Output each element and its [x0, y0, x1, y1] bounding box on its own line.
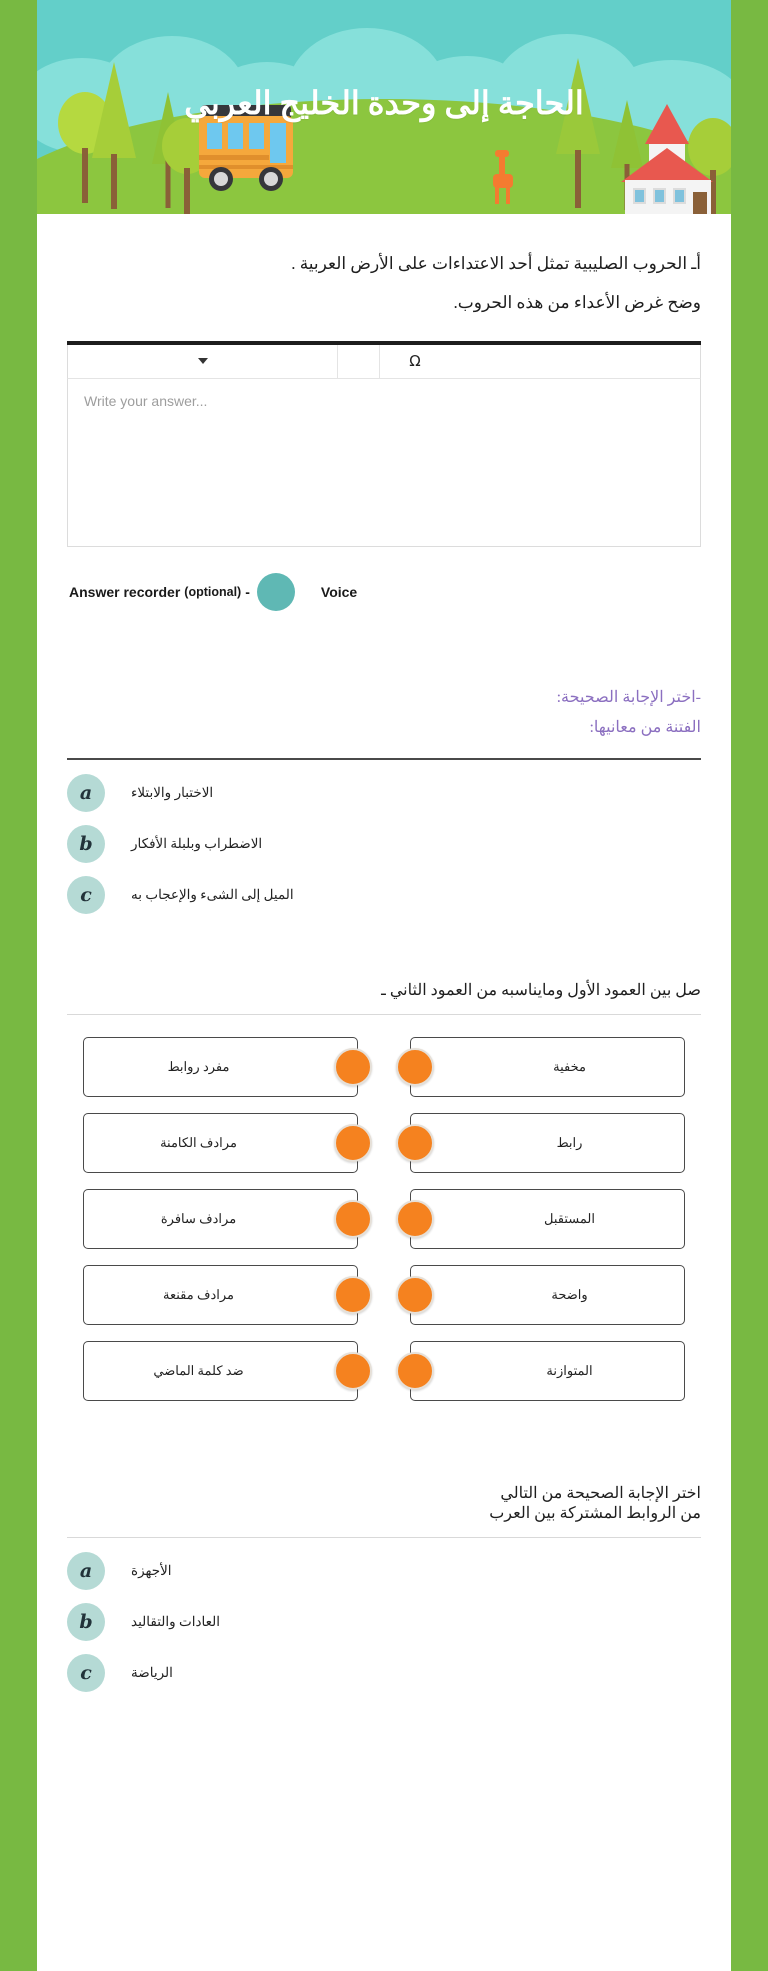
- choice-option[interactable]: [67, 1603, 701, 1641]
- choice-letter-bubble[interactable]: c: [67, 1654, 105, 1692]
- question-2-heading-line-1: -اختر الإجابة الصحيحة:: [556, 688, 701, 706]
- voice-record-button[interactable]: [257, 573, 295, 611]
- bus-window: [228, 123, 243, 149]
- recorder-optional-label: (optional): [184, 584, 242, 599]
- choice-option[interactable]: [67, 825, 701, 863]
- match-item[interactable]: [410, 1341, 685, 1401]
- tree-trunk: [111, 154, 117, 209]
- bus-door-window: [270, 123, 286, 163]
- match-connector-dot[interactable]: [334, 1048, 372, 1086]
- answer-editor: [67, 341, 701, 547]
- bus-window: [207, 123, 222, 149]
- match-item[interactable]: [410, 1113, 685, 1173]
- recorder-label: Answer recorder: [69, 583, 181, 600]
- match-box-label: مرادف مقنعة: [83, 1265, 358, 1325]
- house-window: [633, 188, 646, 204]
- match-connector-dot[interactable]: [396, 1276, 434, 1314]
- match-connector-dot[interactable]: [334, 1124, 372, 1162]
- house-door: [693, 192, 707, 214]
- choice-option[interactable]: [67, 1552, 701, 1590]
- question-2: [67, 683, 701, 914]
- choice-label: الاضطراب وبلبلة الأفكار: [131, 835, 263, 851]
- choice-option[interactable]: [67, 876, 701, 914]
- question-4-divider: [67, 1537, 701, 1538]
- match-item[interactable]: [83, 1341, 358, 1401]
- choice-label: الرياضة: [131, 1664, 173, 1680]
- editor-toolbar: [67, 345, 701, 379]
- banner-title: الحاجة إلى وحدة الخليج العربي: [184, 85, 584, 121]
- match-item[interactable]: [83, 1189, 358, 1249]
- match-item[interactable]: [83, 1265, 358, 1325]
- question-1-line-1: أـ الحروب الصليبية تمثل أحد الاعتداءات على الأرض العربية .: [291, 254, 701, 273]
- choice-letter-bubble[interactable]: c: [67, 876, 105, 914]
- match-connector-dot[interactable]: [334, 1352, 372, 1390]
- giraffe-head: [495, 150, 509, 157]
- matching-right-column: [410, 1037, 685, 1417]
- match-connector-dot[interactable]: [396, 1048, 434, 1086]
- toolbar-special-char-button[interactable]: Ω: [409, 352, 421, 371]
- question-2-heading: [67, 683, 701, 744]
- question-3-divider: [67, 1014, 701, 1015]
- match-item[interactable]: [410, 1265, 685, 1325]
- bus-wheel: [259, 167, 283, 191]
- match-item[interactable]: [83, 1037, 358, 1097]
- giraffe-leg: [495, 186, 499, 204]
- worksheet-content: [37, 214, 731, 1799]
- question-4-heading-line-2: من الروابط المشتركة بين العرب: [489, 1504, 701, 1522]
- bottom-spacer: [67, 1705, 701, 1759]
- question-2-divider: [67, 758, 701, 760]
- choice-letter-bubble[interactable]: a: [67, 774, 105, 812]
- choice-label: الميل إلى الشىء والإعجاب به: [131, 886, 294, 902]
- match-connector-dot[interactable]: [334, 1200, 372, 1238]
- house-window: [673, 188, 686, 204]
- toolbar-spacer-cell[interactable]: [338, 345, 380, 378]
- answer-textarea[interactable]: [67, 379, 701, 547]
- question-4-choices: [67, 1552, 701, 1692]
- matching-left-column: [83, 1037, 358, 1417]
- recorder-dash: -: [245, 583, 250, 600]
- choice-letter-bubble[interactable]: b: [67, 1603, 105, 1641]
- tree-cone: [553, 58, 603, 198]
- bus-stripe: [199, 155, 269, 160]
- tree-trunk: [82, 148, 88, 203]
- match-box-label: المتوازنة: [410, 1341, 685, 1401]
- chevron-down-icon: [198, 358, 208, 364]
- match-box-label: مخفية: [410, 1037, 685, 1097]
- tree-trunk: [575, 150, 581, 208]
- banner-illustration: [37, 0, 731, 214]
- choice-label: العادات والتقاليد: [131, 1613, 221, 1629]
- match-box-label: واضحة: [410, 1265, 685, 1325]
- match-box-label: ضد كلمة الماضي: [83, 1341, 358, 1401]
- match-item[interactable]: [83, 1113, 358, 1173]
- match-connector-dot[interactable]: [396, 1124, 434, 1162]
- choice-option[interactable]: [67, 1654, 701, 1692]
- match-item[interactable]: [410, 1037, 685, 1097]
- tree-trunk: [184, 168, 190, 214]
- question-1-line-2: وضح غرض الأعداء من هذه الحروب.: [453, 293, 701, 313]
- toolbar-format-dropdown[interactable]: [68, 345, 338, 378]
- worksheet-sheet: [37, 0, 731, 1971]
- match-box-label: المستقبل: [410, 1189, 685, 1249]
- question-4: [67, 1483, 701, 1692]
- giraffe-leg: [506, 186, 510, 204]
- toolbar-empty-area: [450, 345, 700, 378]
- match-connector-dot[interactable]: [334, 1276, 372, 1314]
- question-3-heading: صل بين العمود الأول ومايناسبه من العمود الثاني ـ: [381, 981, 701, 999]
- question-4-heading-line-1: اختر الإجابة الصحيحة من التالي: [500, 1484, 701, 1502]
- choice-label: الأجهزة: [131, 1562, 172, 1578]
- question-1: [67, 248, 701, 319]
- bus-wheel: [209, 167, 233, 191]
- match-connector-dot[interactable]: [396, 1352, 434, 1390]
- match-connector-dot[interactable]: [396, 1200, 434, 1238]
- match-box-label: مرادف الكامنة: [83, 1113, 358, 1173]
- question-2-choices: [67, 774, 701, 914]
- choice-label: الاختبار والابتلاء: [131, 784, 214, 800]
- question-4-heading: [67, 1483, 701, 1523]
- house-window: [653, 188, 666, 204]
- choice-option[interactable]: [67, 774, 701, 812]
- match-box-label: مرادف سافرة: [83, 1189, 358, 1249]
- match-box-label: رابط: [410, 1113, 685, 1173]
- match-box-label: مفرد روابط: [83, 1037, 358, 1097]
- house-roof: [621, 148, 713, 182]
- bus-window: [249, 123, 264, 149]
- question-2-heading-line-2: الفتنة من معانيها:: [589, 719, 701, 737]
- matching-columns: [67, 1037, 701, 1417]
- choice-letter-bubble[interactable]: a: [67, 1552, 105, 1590]
- answer-recorder-row: [67, 573, 701, 611]
- match-item[interactable]: [410, 1189, 685, 1249]
- question-3: [67, 980, 701, 1417]
- giraffe-icon: [489, 150, 523, 206]
- choice-letter-bubble[interactable]: b: [67, 825, 105, 863]
- voice-label: Voice: [320, 583, 358, 600]
- answer-placeholder: Write your answer...: [84, 392, 208, 409]
